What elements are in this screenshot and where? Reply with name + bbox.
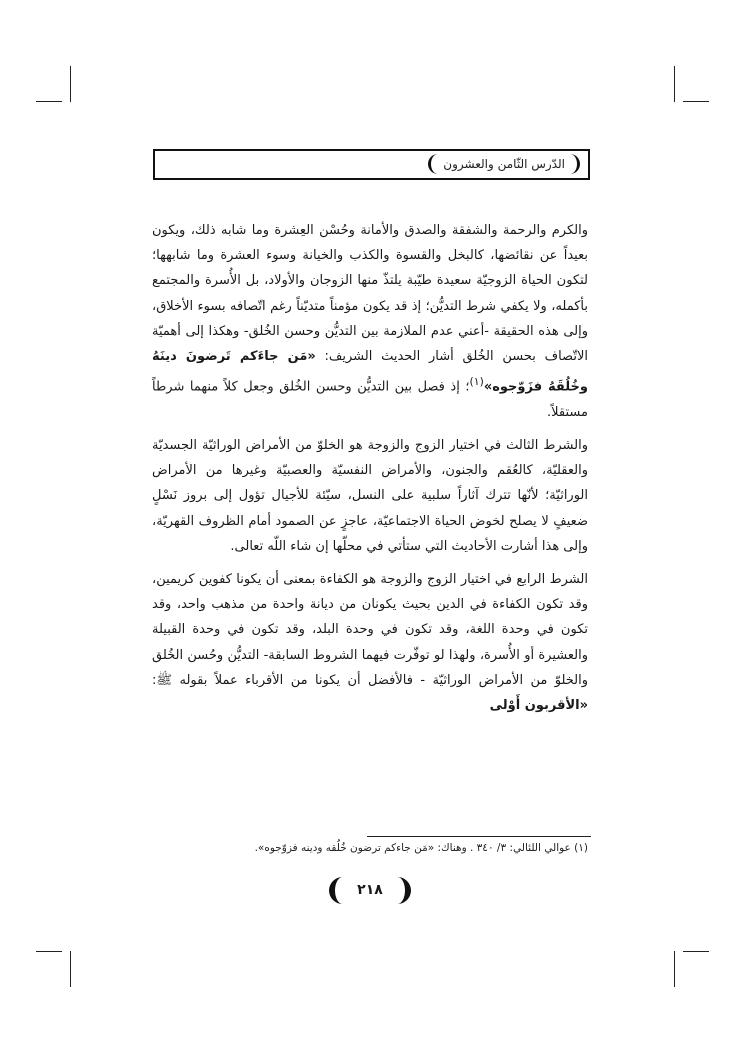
paragraph-1-tail: ؛ إذ فصل بين التديُّن وحسن الخُلق وجعل كلاً منهما شرطاً مستقلاً. [152,379,588,420]
hadith-quote-2: «الأقربون أَوْلى [489,697,588,713]
crop-mark-top-left-h [36,101,62,102]
crop-mark-bottom-left-v [70,951,71,987]
crop-mark-top-right-h [683,101,709,102]
crop-mark-top-right-v [674,66,675,102]
footnote-ref: (١) [469,375,484,389]
crop-mark-bottom-right-v [674,951,675,987]
footnote: (١) عوالي اللئالي: ٣/ ٣٤٠ . وهناك: «مَن جاءكم ترضون خُلُقه ودينه فزوّجوه». [254,842,588,854]
footnote-separator [367,836,591,837]
paragraph-3-text: الشرط الرابع في اختيار الزوج والزوجة هو الكفاءة بمعنى أن يكونا كفوين كريمين، وقد تكون الكفاءة في الدين بحيث يكونان من ديانة واحدة من مذهب واحد، وقد تكون في وحدة اللغة، وقد تكون في وحدة البلد، وقد تكون في وحدة القبيلة والعشيرة أو الأُسرة، ولهذا لو توفّرت فيهما الشروط السابقة- التديُّن وحُسن الخُلق والخلوّ من الأمراض الوراثيّة - فالأفضل أن يكونا من الأقرباء عملاً بقوله ﷺ: [152,571,588,688]
hadith-quote: «مَن جاءَكم تَرضونَ دينَهُ وخُلُقَهُ فزَوّجوه» [152,349,589,395]
crop-mark-top-left-v [70,66,71,102]
paragraph-3 [152,567,588,718]
crop-mark-bottom-right-h [683,951,709,952]
paragraph-2: والشرط الثالث في اختيار الزوج والزوجة هو الخلوّ من الأمراض الوراثيّة الجسديّة والعقليّة، كالعُقم والجنون، والأمراض النفسيّة والعصبيّة وغيرها من الأمراض الوراثيّة؛ لأنّها تترك آثاراً سلبية على النسل، سيّئة للأجيال تؤول إلى بروز نَسْلٍ ضعيفٍ لا يصلح لخوض الحياة الاجتماعيّة، عاجزٍ عن الصمود أمام الظروف القهريّة، وإلى هذا أشارت الأحاديث التي ستأتي في محلّها إن شاء اللّه تعالى. [152,437,588,554]
paragraph-1 [152,218,588,425]
paragraph-1-text: والكرم والرحمة والشفقة والصدق والأمانة وحُسْن العِشرة وما شابه ذلك، ويكون بعيداً عن نقائضها، كالبخل والقسوة والكذب والخيانة وسوء العشرة وما شابهها؛ لتكون الحياة الزوجيّة سعيدة طيّبة يلتذّ منها الزوجان والأولاد، بل الأُسرة والمجتمع بأكمله، ولا يكفي شرط التديُّن؛ إذ قد يكون مؤمناً متديّناً رغم اتّصافه بسوء الأخلاق، وإلى هذه الحقيقة -أعني عدم الملازمة بين التديُّن وحسن الخُلق- وهكذا إلى أهميّة الاتّصاف بحسن الخُلق أشار الحديث الشريف: [152,223,588,365]
chapter-title: الدّرس الثّامن والعشرون [428,154,580,174]
crop-mark-bottom-left-h [36,951,62,952]
running-header [153,149,590,180]
page-number: ٢١٨ [329,877,411,904]
page-body [152,218,588,726]
